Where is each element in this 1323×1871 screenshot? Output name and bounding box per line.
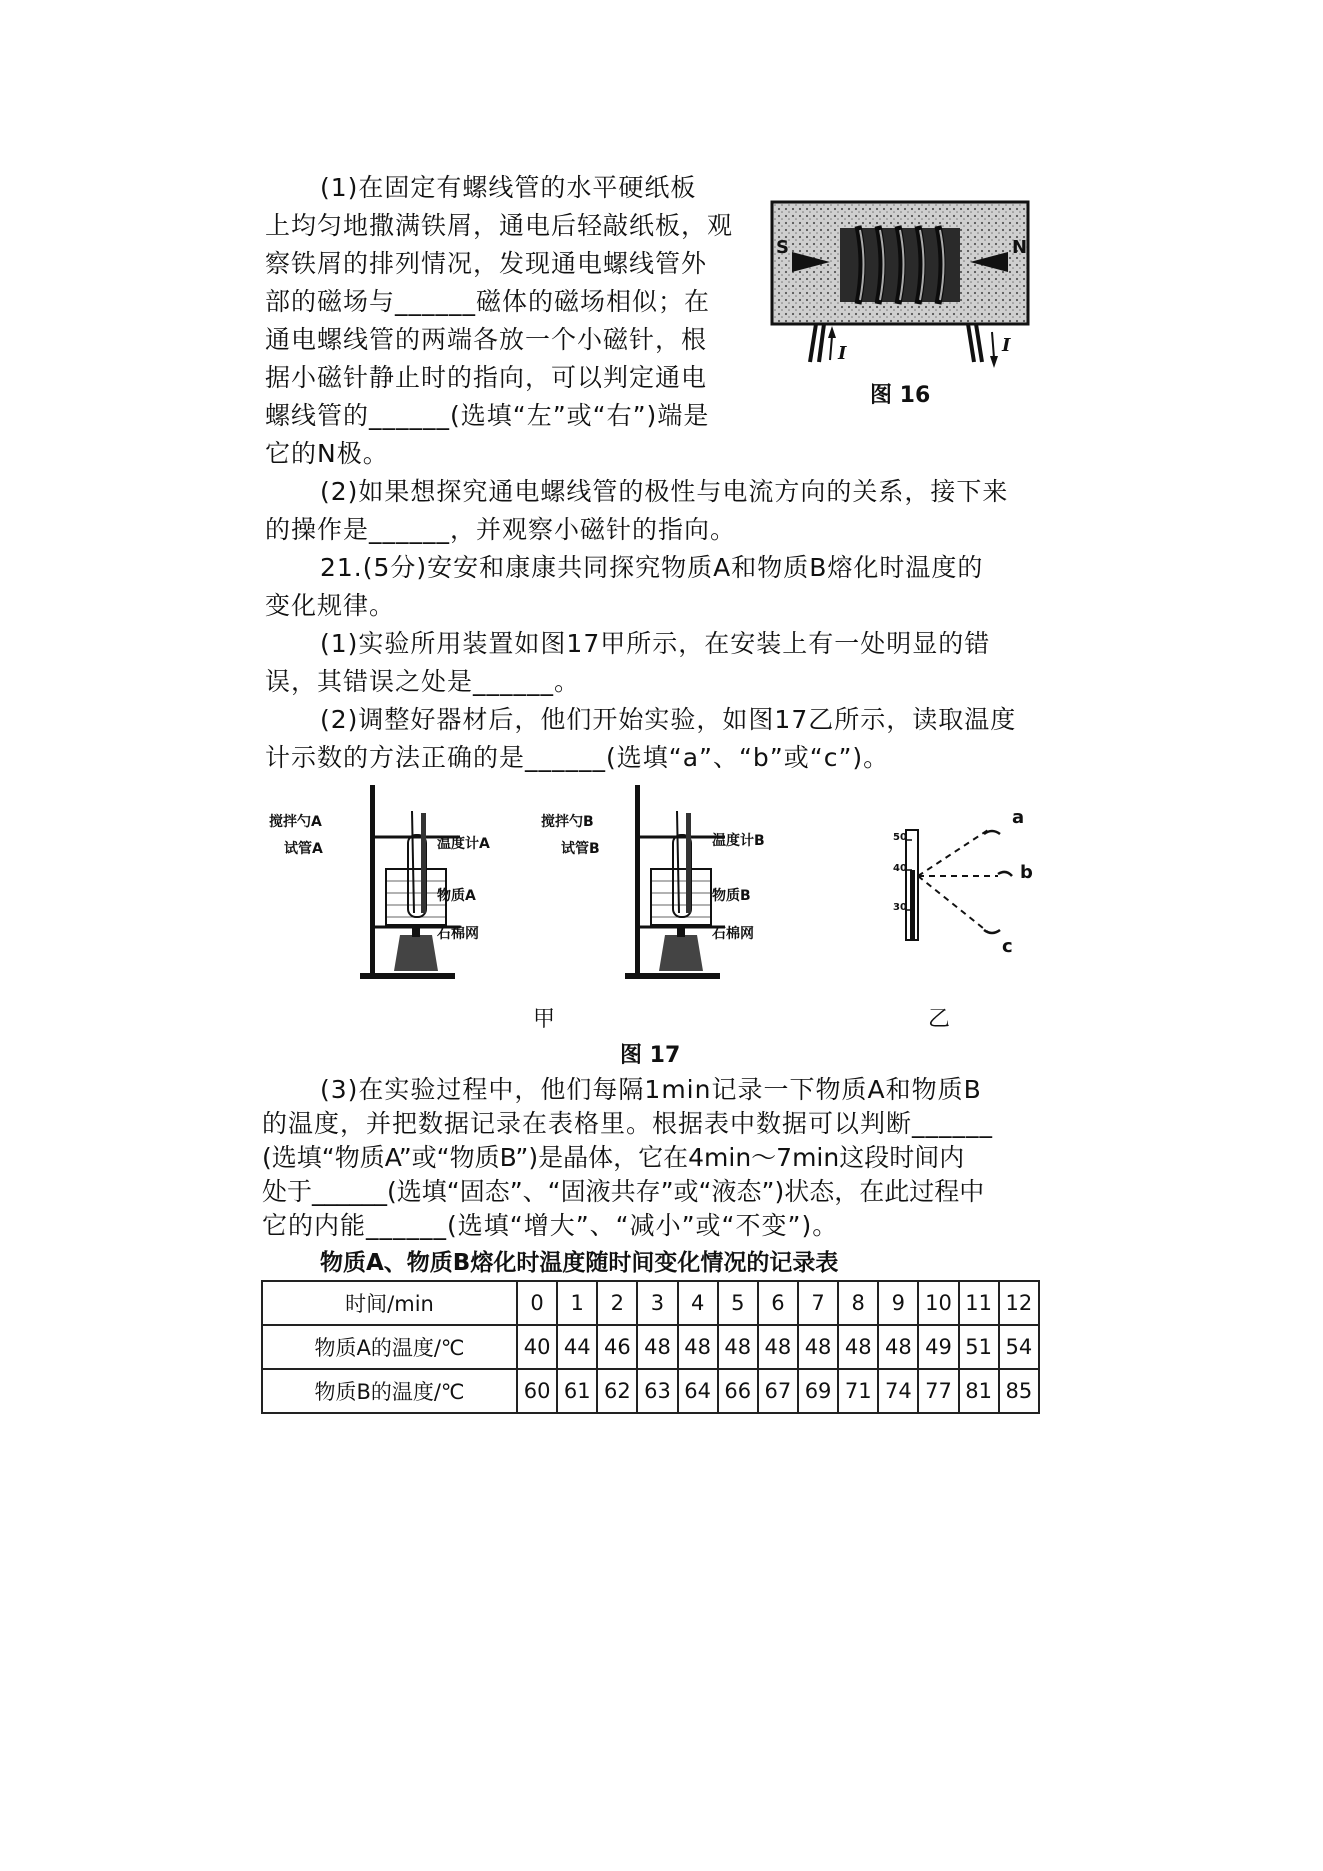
tick-40: 40 [893, 863, 907, 874]
table-cell: 12 [999, 1281, 1039, 1325]
figure-17-sub-jia: 甲 [533, 1007, 556, 1032]
table-cell: 49 [918, 1325, 958, 1369]
table-cell: 81 [959, 1369, 999, 1413]
tick-30: 30 [893, 902, 907, 913]
table-cell: 0 [517, 1281, 557, 1325]
table-row-label: 时间/min [262, 1281, 517, 1325]
text-line: 的操作是______，并观察小磁针的指向。 [265, 515, 737, 544]
label-substance-a: 物质A [437, 888, 476, 904]
table-cell: 40 [517, 1325, 557, 1369]
table-cell: 63 [637, 1369, 677, 1413]
table-title: 物质A、物质B熔化时温度随时间变化情况的记录表 [320, 1250, 839, 1276]
label-thermo-b: 温度计B [712, 833, 765, 849]
label-stir-a: 搅拌勺A [269, 814, 322, 830]
text-line: 处于______(选填“固态”、“固液共存”或“液态”)状态，在此过程中 [262, 1177, 985, 1206]
table-cell: 85 [999, 1369, 1039, 1413]
text-line: (2)如果想探究通电螺线管的极性与电流方向的关系，接下来 [320, 477, 1009, 506]
thermometer-reading-diagram [888, 820, 1038, 960]
table-cell: 8 [838, 1281, 878, 1325]
text-line: 通电螺线管的两端各放一个小磁针，根 [265, 325, 708, 354]
table-cell: 6 [758, 1281, 798, 1325]
view-label-b: b [1020, 862, 1033, 883]
table-cell: 48 [637, 1325, 677, 1369]
table-row [262, 1369, 1039, 1413]
table-cell: 67 [758, 1369, 798, 1413]
solenoid-iron-filings-figure [770, 200, 1032, 370]
table-cell: 74 [878, 1369, 918, 1413]
text-line: (1)实验所用装置如图17甲所示，在安装上有一处明显的错 [320, 629, 991, 658]
table-row-label: 物质A的温度/℃ [262, 1325, 517, 1369]
label-tube-a: 试管A [284, 841, 323, 857]
label-substance-b: 物质B [712, 888, 751, 904]
text-line: (1)在固定有螺线管的水平硬纸板 [320, 173, 697, 202]
text-line: (2)调整好器材后，他们开始实验，如图17乙所示，读取温度 [320, 705, 1017, 734]
table-cell: 66 [718, 1369, 758, 1413]
table-row [262, 1325, 1039, 1369]
view-label-a: a [1012, 807, 1025, 828]
table-cell: 71 [838, 1369, 878, 1413]
table-cell: 7 [798, 1281, 838, 1325]
text-line: 察铁屑的排列情况，发现通电螺线管外 [265, 249, 708, 278]
text-line: 变化规律。 [265, 591, 396, 620]
table-cell: 9 [878, 1281, 918, 1325]
table-cell: 1 [557, 1281, 597, 1325]
table-cell: 10 [918, 1281, 958, 1325]
label-thermo-a: 温度计A [437, 836, 490, 852]
text-line: 误，其错误之处是______。 [265, 667, 581, 696]
figure-17-sub-yi: 乙 [928, 1007, 951, 1032]
current-label-left: I [838, 343, 847, 364]
pole-label-s: S [776, 237, 789, 258]
table-cell: 4 [678, 1281, 718, 1325]
table-cell: 54 [999, 1325, 1039, 1369]
text-line: 21.(5分)安安和康康共同探究物质A和物质B熔化时温度的 [320, 553, 984, 582]
text-line: 据小磁针静止时的指向，可以判定通电 [265, 363, 708, 392]
record-table [261, 1280, 1040, 1414]
table-cell: 48 [838, 1325, 878, 1369]
table-cell: 46 [597, 1325, 637, 1369]
table-cell: 48 [758, 1325, 798, 1369]
text-line: 螺线管的______(选填“左”或“右”)端是 [265, 401, 710, 430]
text-line: 的温度，并把数据记录在表格里。根据表中数据可以判断______ [262, 1109, 994, 1138]
pole-label-n: N [1012, 237, 1028, 258]
text-line: 部的磁场与______磁体的磁场相似；在 [265, 287, 711, 316]
text-line: 它的内能______(选填“增大”、“减小”或“不变”)。 [262, 1211, 839, 1240]
table-cell: 77 [918, 1369, 958, 1413]
label-gauze-b: 石棉网 [712, 926, 754, 942]
label-tube-b: 试管B [561, 841, 600, 857]
tick-50: 50 [893, 832, 907, 843]
table-cell: 5 [718, 1281, 758, 1325]
label-gauze-a: 石棉网 [437, 926, 479, 942]
table-cell: 69 [798, 1369, 838, 1413]
table-cell: 11 [959, 1281, 999, 1325]
table-cell: 48 [798, 1325, 838, 1369]
table-cell: 48 [678, 1325, 718, 1369]
table-cell: 60 [517, 1369, 557, 1413]
table-cell: 2 [597, 1281, 637, 1325]
table-cell: 61 [557, 1369, 597, 1413]
table-row-label: 物质B的温度/℃ [262, 1369, 517, 1413]
table-cell: 48 [718, 1325, 758, 1369]
table-row [262, 1281, 1039, 1325]
table-cell: 51 [959, 1325, 999, 1369]
text-line: 它的N极。 [265, 439, 389, 468]
text-line: 计示数的方法正确的是______(选填“a”、“b”或“c”)。 [265, 743, 890, 772]
table-cell: 64 [678, 1369, 718, 1413]
figure-17-caption: 图 17 [620, 1043, 681, 1068]
table-cell: 48 [878, 1325, 918, 1369]
table-cell: 44 [557, 1325, 597, 1369]
figure-16-caption: 图 16 [870, 383, 931, 408]
text-line: (选填“物质A”或“物质B”)是晶体，它在4min～7min这段时间内 [262, 1143, 965, 1172]
table-cell: 62 [597, 1369, 637, 1413]
text-line: 上均匀地撒满铁屑，通电后轻敲纸板，观 [265, 211, 734, 240]
table-cell: 3 [637, 1281, 677, 1325]
label-stir-b: 搅拌勺B [541, 814, 594, 830]
text-line: (3)在实验过程中，他们每隔1min记录一下物质A和物质B [320, 1075, 982, 1104]
view-label-c: c [1002, 936, 1013, 957]
current-label-right: I [1002, 335, 1011, 356]
